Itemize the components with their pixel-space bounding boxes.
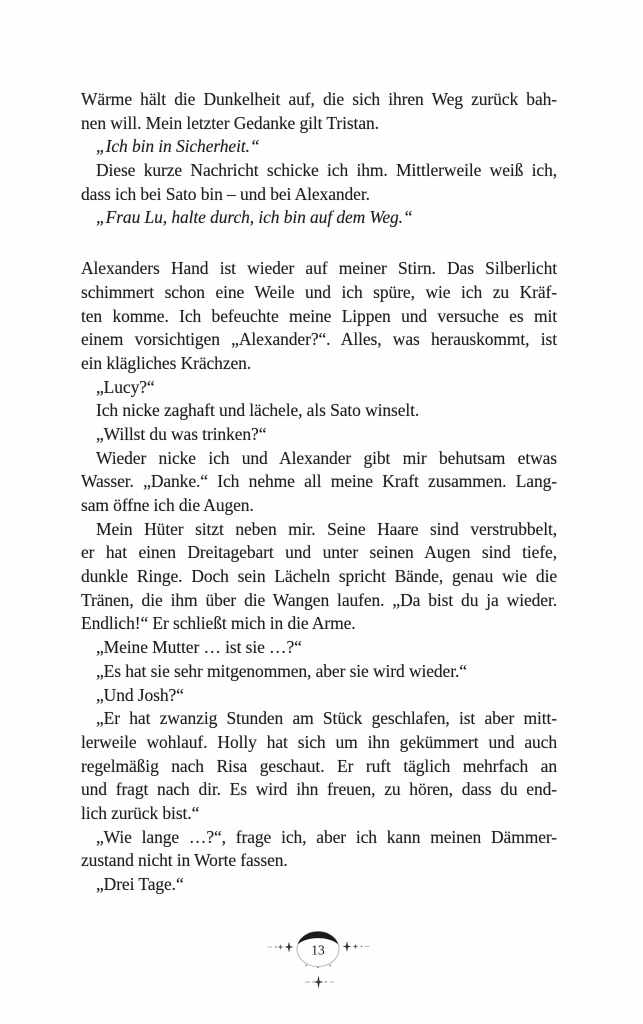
text-line: Mein Hüter sitzt neben mir. Seine Haare sind verstrubbelt, bbox=[96, 518, 557, 539]
text-line: Wärme hält die Dunkelheit auf, die sich ihren Weg zurück bah- bbox=[81, 89, 557, 109]
text-line: „Es hat sie sehr mitgenommen, aber sie wird wieder.“ bbox=[96, 660, 467, 681]
text-line: dunkle Ringe. Doch sein Lächeln spricht Bände, genau wie die bbox=[81, 566, 557, 587]
text-line: Alexanders Hand ist wieder auf meiner Stirn. Das Silberlicht bbox=[81, 258, 557, 279]
text-line: Endlich!“ Er schließt mich in die Arme. bbox=[81, 613, 356, 634]
text-line: „Frau Lu, halte durch, ich bin auf dem Weg.“ bbox=[96, 207, 413, 228]
text-line: einem vorsichtigen „Alexander?“. Alles, was herauskommt, ist bbox=[81, 329, 557, 350]
text-line: zustand nicht in Worte fassen. bbox=[81, 850, 288, 871]
text-line: regelmäßig nach Risa geschaut. Er ruft täglich mehrfach an bbox=[81, 755, 557, 776]
page-number: 13 bbox=[311, 942, 325, 958]
text-line: er hat einen Dreitagebart und unter seinen Augen sind tiefe, bbox=[81, 542, 557, 563]
text-line: Diese kurze Nachricht schicke ich ihm. Mittlerweile weiß ich, bbox=[96, 160, 557, 181]
sparkle-bottom-icon bbox=[305, 976, 334, 989]
section-break bbox=[81, 230, 557, 257]
sparkle-right-icon bbox=[343, 941, 370, 952]
text-line: lerweile wohlauf. Holly hat sich um ihn gekümmert und auch bbox=[81, 731, 557, 752]
text-line: „Meine Mutter … ist sie …?“ bbox=[96, 637, 302, 658]
text-line: nen will. Mein letzter Gedanke gilt Tristan. bbox=[81, 112, 379, 133]
text-line: Wieder nicke ich und Alexander gibt mir behutsam etwas bbox=[96, 447, 557, 468]
text-line: Wasser. „Danke.“ Ich nehme all meine Kraft zusammen. Lang- bbox=[81, 471, 557, 492]
text-block bbox=[81, 88, 557, 897]
text-line: dass ich bei Sato bin – und bei Alexander. bbox=[81, 183, 370, 204]
text-line: Tränen, die ihm über die Wangen laufen. „Da bist du ja wieder. bbox=[81, 589, 557, 610]
crescent-moon-circle-icon bbox=[297, 931, 339, 968]
text-line: „Drei Tage.“ bbox=[96, 874, 184, 894]
text-line: lich zurück bist.“ bbox=[81, 802, 200, 823]
text-line: „Wie lange …?“, frage ich, aber ich kann meinen Dämmer- bbox=[96, 826, 557, 847]
text-line: ein klägliches Krächzen. bbox=[81, 352, 252, 373]
text-line: „Lucy?“ bbox=[96, 376, 155, 397]
text-line: „Willst du was trinken?“ bbox=[96, 423, 267, 444]
text-line: sam öffne ich die Augen. bbox=[81, 495, 254, 515]
text-line: ten komme. Ich befeuchte meine Lippen und versuche es mit bbox=[81, 305, 557, 326]
text-line: „Und Josh?“ bbox=[96, 684, 184, 705]
text-line: „Ich bin in Sicherheit.“ bbox=[96, 136, 260, 157]
text-line: und fragt nach dir. Es wird ihn freuen, zu hören, dass du end- bbox=[81, 779, 557, 800]
text-line: „Er hat zwanzig Stunden am Stück geschlafen, ist aber mitt- bbox=[96, 708, 557, 729]
sparkle-left-icon bbox=[268, 942, 294, 953]
text-line: Ich nicke zaghaft und lächele, als Sato winselt. bbox=[96, 400, 420, 421]
page-number-ornament bbox=[236, 923, 406, 1001]
text-line: schimmert schon eine Weile und ich spüre, wie ich zu Kräf- bbox=[81, 281, 557, 302]
